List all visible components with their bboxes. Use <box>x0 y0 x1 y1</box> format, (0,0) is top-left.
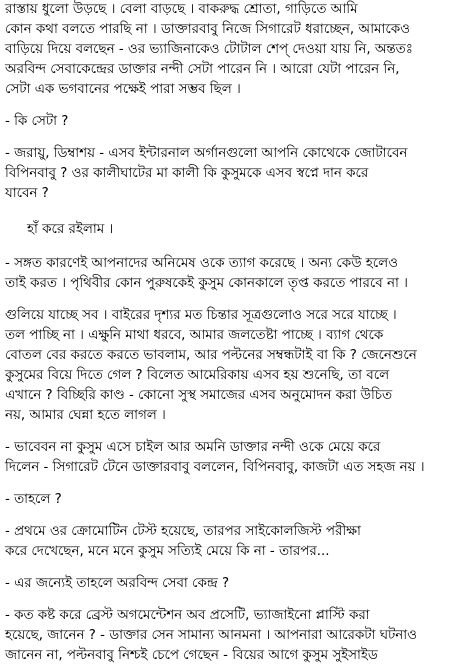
text-line: কুসুমের বিয়ে দিতে গেল ? বিলেত আমেরিকায় এসব হয় শুনেছি, তা বলে <box>5 368 390 383</box>
paragraph-gap <box>5 204 453 220</box>
text-line: হাঁ করে রইলাম । <box>27 222 114 237</box>
paragraph-gap <box>5 562 453 574</box>
paragraph <box>5 438 453 478</box>
text-line: তাই করত । পৃথিবীর কোন পুরুষকেই কুসুম কোনকালে তৃপ্ত করতে পারবে না । <box>5 276 408 291</box>
paragraph <box>5 112 453 132</box>
paragraph-gap <box>5 100 453 112</box>
text-line: গুলিয়ে যাচ্ছে সব । বাইরের দৃশ্যর মত চিন্তার সূত্রগুলোও সরে সরে যাচ্ছে । <box>5 308 397 323</box>
text-line: নয়, আমার ঘেন্না হতে লাগল । <box>5 408 166 423</box>
text-line: - কি সেটা ? <box>5 114 69 129</box>
paragraph-gap <box>5 294 453 306</box>
text-line: তল পাচ্ছি না । এক্ষুনি মাথা ধরবে, আমার জলতেষ্টা পাচ্ছে । ব্যাগ থেকে <box>5 328 384 343</box>
paragraph <box>5 306 453 426</box>
text-line: - এর জন্যেই তাহলে অরবিন্দ সেবা কেন্দ্র ? <box>5 576 230 591</box>
paragraph <box>5 606 453 666</box>
text-line: - সঙ্গত কারণেই আপনাদের অনিমেষ ওকে ত্যাগ করেছে । অন্য কেউ হলেও <box>5 256 399 271</box>
text-line: সেটা এক ভগবানের পক্ষেই পারা সম্ভব ছিল । <box>5 82 241 97</box>
text-line: - ভাবেবন না কুসুম এসে চাইল আর অমনি ডাক্তার নন্দী ওকে মেয়ে করে <box>5 440 381 455</box>
text-line: - জরায়ু, ডিম্বাশয় - এসব ইন্টারনাল অর্গানগুলো আপনি কোথেকে জোটাবেন <box>5 146 408 161</box>
paragraph <box>5 0 453 100</box>
text-line: - প্রথমে ওর ক্রোমোটিন টেস্ট হয়েছে, তারপর সাইকোলজিস্ট পরীক্ষা <box>5 524 361 539</box>
paragraph-gap <box>5 478 453 490</box>
text-line: জানেন না, পল্টনবাবু নিশ্চই চেপে গেছেন - বিয়ের আগে কুসুম সুইসাইড <box>5 648 378 663</box>
paragraph <box>5 490 453 510</box>
paragraph-gap <box>5 426 453 438</box>
paragraph-gap <box>5 132 453 144</box>
paragraph-gap <box>5 594 453 606</box>
paragraph-gap <box>5 240 453 254</box>
text-line: রাস্তায় ধুলো উড়ছে । বেলা বাড়ছে । বাকরুদ্ধ শ্রোতা, গাড়িতে আমি <box>5 2 358 17</box>
text-line: যাবেন ? <box>5 186 49 201</box>
text-line: করে দেখেছেন, মনে মনে কুসুম সত্যিই মেয়ে কি না - তারপর... <box>5 544 330 559</box>
text-line: অরবিন্দ সেবাকেন্দ্রের ডাক্তার নন্দী সেটা পারেন নি । আরো যেটা পারেন নি, <box>5 62 400 77</box>
text-line: - তাহলে ? <box>5 492 62 507</box>
paragraph <box>5 574 453 594</box>
paragraph <box>5 144 453 204</box>
text-line: বোতল বের করতে করতে ভাবলাম, আর পল্টনের সম্বন্ধটাই বা কি ? জেনেশুনে <box>5 348 417 363</box>
text-line: এখানে ? বিচ্ছিরি কাণ্ড - কোনো সুস্থ সমাজের এসব অনুমোদন করা উচিত <box>5 388 393 403</box>
document-page <box>5 0 453 663</box>
paragraph <box>5 522 453 562</box>
paragraph-gap <box>5 510 453 522</box>
paragraph <box>5 220 453 240</box>
text-line: কোন কথা বলতে পারছি না । ডাক্তারবাবু নিজে সিগারেট ধরাচ্ছেন, আমাকেও <box>5 22 410 37</box>
text-line: - কত কষ্ট করে ব্রেস্ট অগমেন্টেশন অব প্রসেটি, ভ্যাজাইনো প্লাস্টি করা <box>5 608 370 623</box>
text-line: বাড়িয়ে দিয়ে বলছেন - ওর ভ্যাজিনাকেও টোটাল শেপ্ দেওয়া যায় নি, অন্ততঃ <box>5 42 413 57</box>
paragraph <box>5 254 453 294</box>
text-line: দিলেন - সিগারেট টেনে ডাক্তারবাবু বললেন, বিপিনবাবু, কাজটা এত সহজ নয় । <box>5 460 425 475</box>
text-line: হয়েছে, জানেন ? - ডাক্তার সেন সামান্য আনমনা । আপনারা আরেকটা ঘটনাও <box>5 628 417 643</box>
text-line: বিপিনবাবু ? ওর কালীঘাটের মা কালী কি কুসুমকে এসব স্বপ্নে দান করে <box>5 166 369 181</box>
